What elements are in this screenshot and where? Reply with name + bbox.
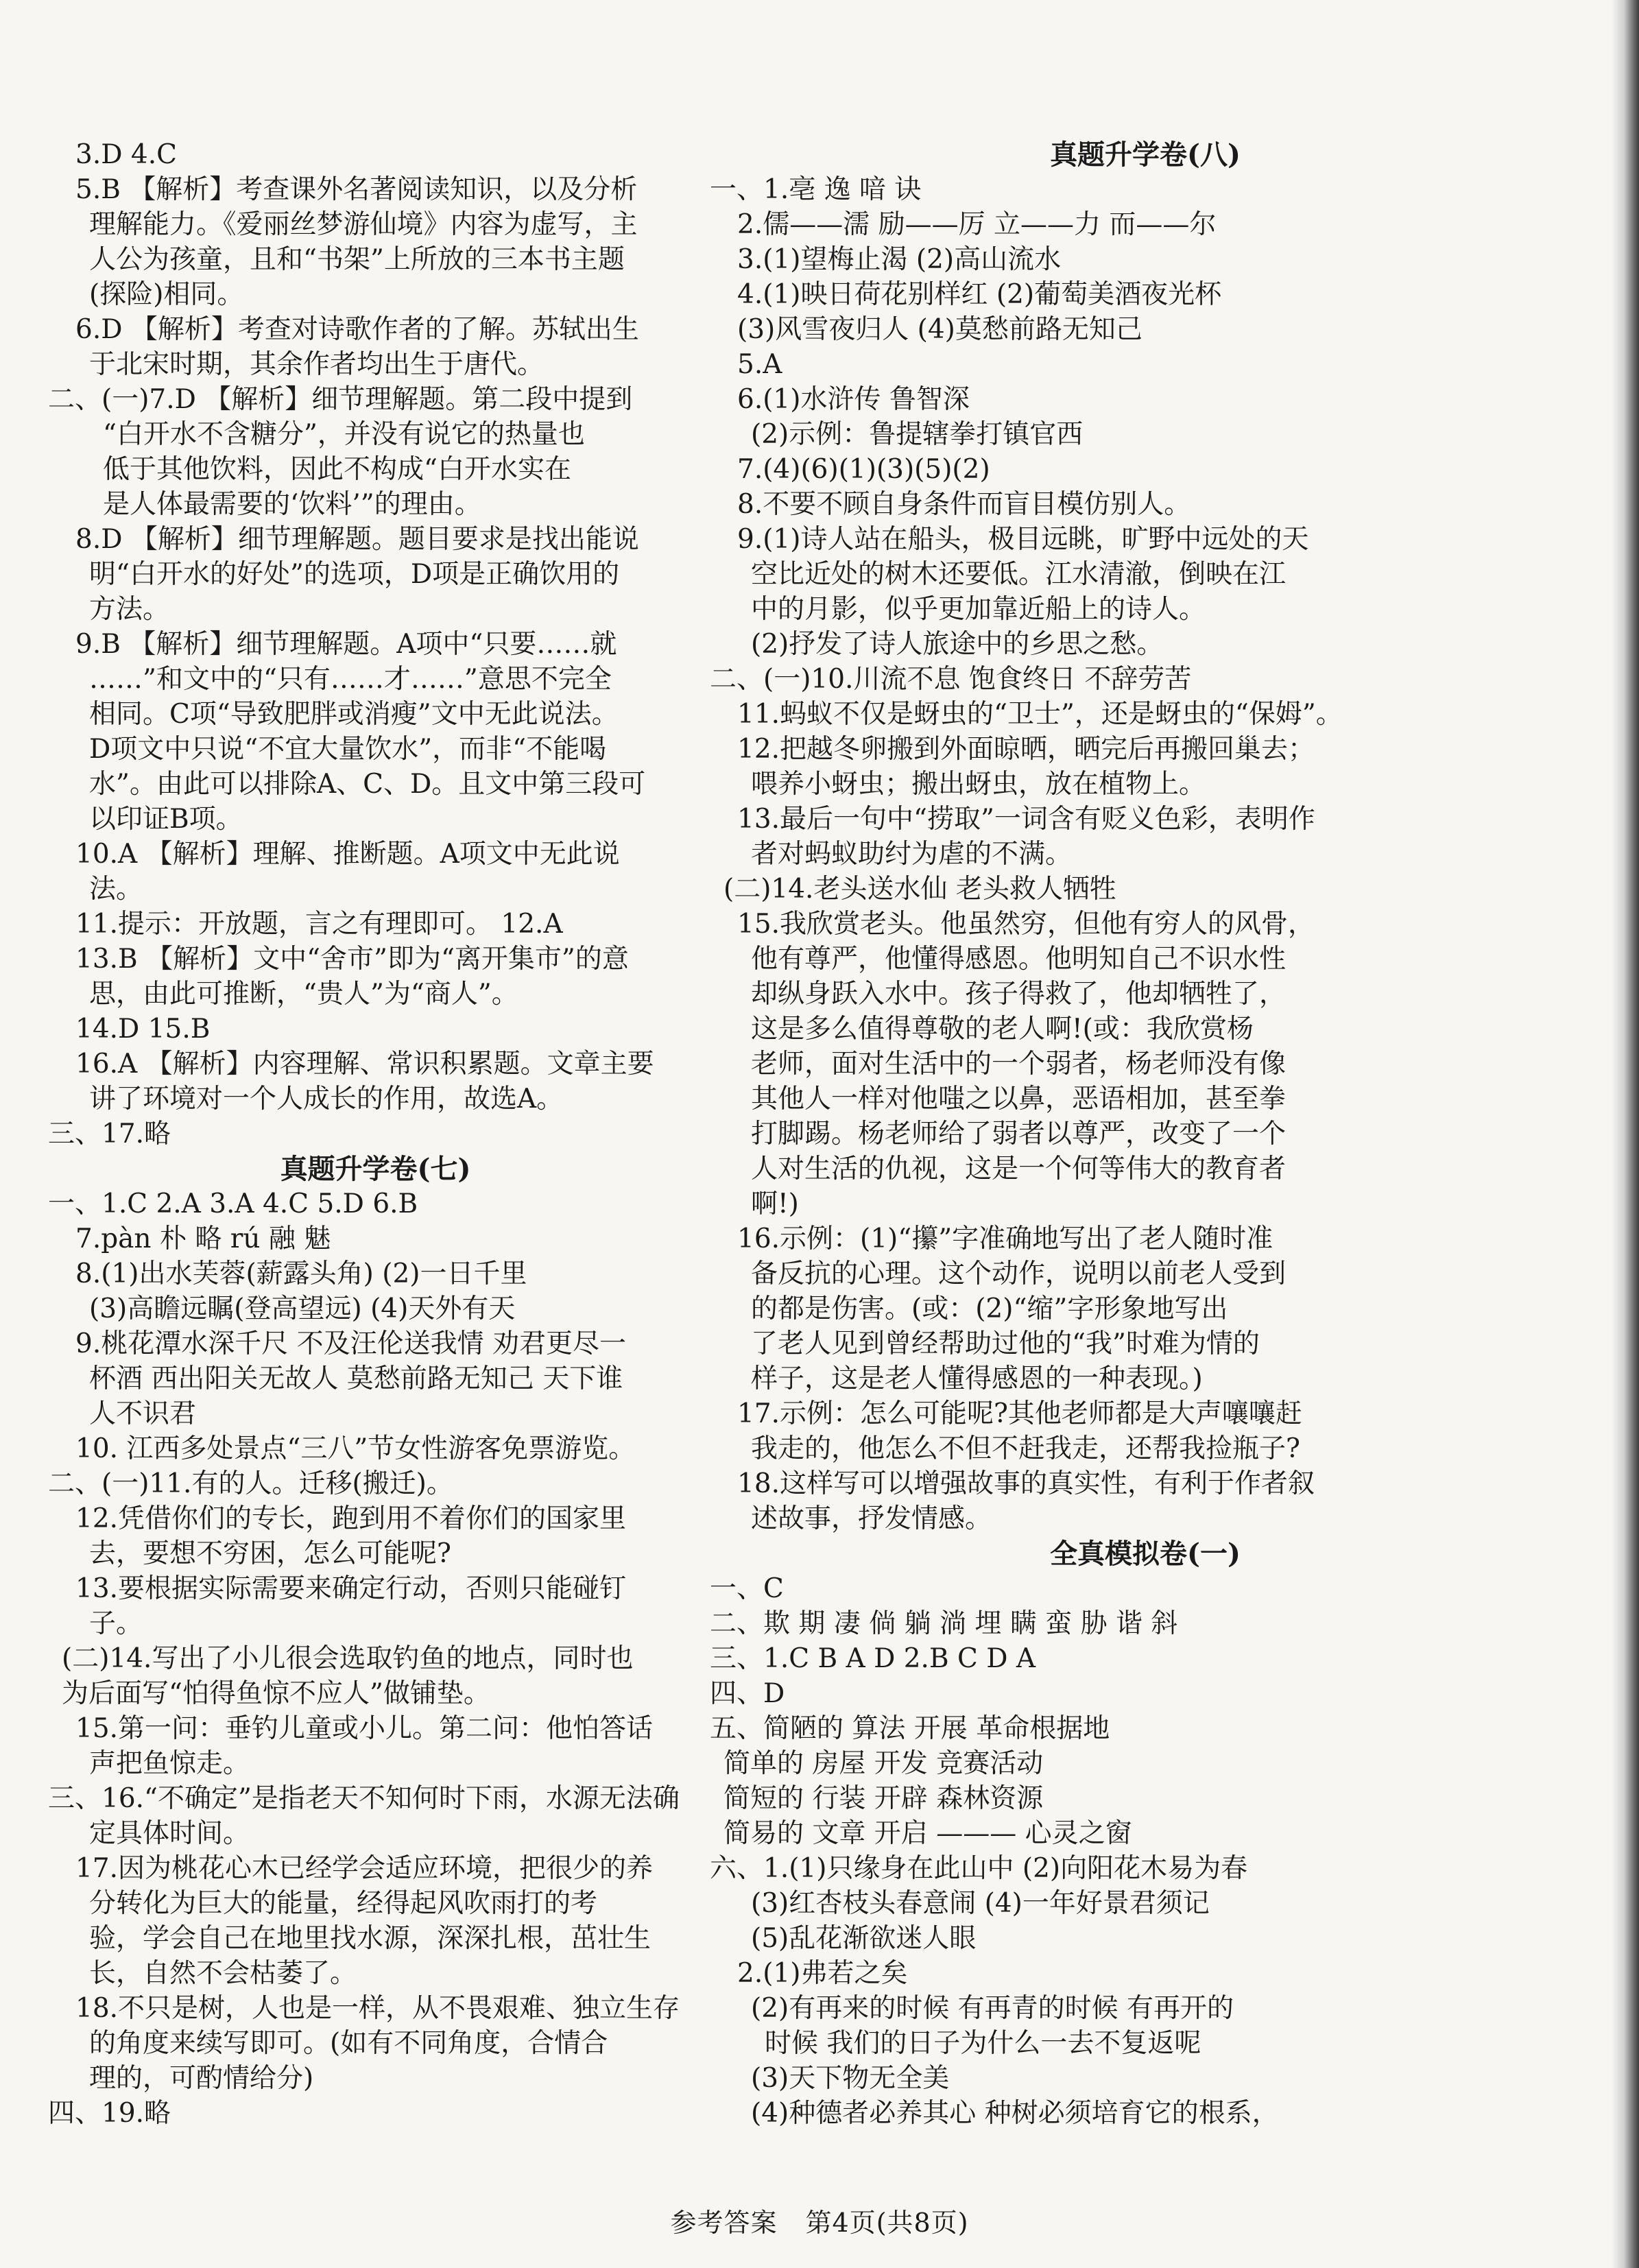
answer-line: 中的月影，似乎更加靠近船上的诗人。: [751, 594, 1206, 625]
answer-line: 人对生活的仇视，这是一个何等伟大的教育者: [751, 1154, 1287, 1184]
answer-line: 一、C: [710, 1573, 784, 1604]
answer-line: 5.A: [737, 349, 782, 380]
answer-line: 声把鱼惊走。: [89, 1748, 250, 1779]
answer-line: 一、1.亳 逸 喑 诀: [710, 174, 922, 205]
answer-line: 备反抗的心理。这个动作，说明以前老人受到: [751, 1258, 1287, 1289]
answer-line: 13.要根据实际需要来确定行动，否则只能碰钉: [75, 1573, 627, 1604]
answer-line: 10.A 【解析】理解、推断题。A项文中无此说: [75, 839, 620, 870]
answer-line: 9.(1)诗人站在船头，极目远眺，旷野中远处的天: [737, 524, 1309, 555]
answer-line: 相同。C项“导致肥胖或消瘦”文中无此说法。: [89, 699, 619, 730]
answer-line: 是人体最需要的‘饮料’”的理由。: [103, 489, 481, 520]
answer-line: 老师，面对生活中的一个弱者，杨老师没有像: [751, 1049, 1287, 1079]
answer-line: 分转化为巨大的能量，经得起风吹雨打的考: [89, 1888, 598, 1919]
page-edge-shadow: [1612, 0, 1639, 2268]
footer-page-number: 第4页(共8页): [805, 2208, 969, 2238]
answer-line: (二)14.写出了小儿很会选取钓鱼的地点，同时也: [62, 1643, 634, 1674]
answer-line: (2)示例：鲁提辖拳打镇官西: [751, 419, 1084, 450]
answer-line: 10. 江西多处景点“三八”节女性游客免票游览。: [75, 1433, 636, 1464]
answer-line: 这是多么值得尊敬的老人啊!(或：我欣赏杨: [751, 1014, 1254, 1045]
answer-line: 简单的 房屋 开发 竞赛活动: [723, 1748, 1044, 1779]
answer-line: 7.(4)(6)(1)(3)(5)(2): [737, 454, 990, 485]
answer-line: (3)天下物无全美: [751, 2063, 950, 2094]
answer-line: 简短的 行装 开辟 森林资源: [723, 1783, 1044, 1814]
answer-line: 简易的 文章 开启 ——— 心灵之窗: [723, 1818, 1132, 1849]
answer-line: 13.最后一句中“捞取”一词含有贬义色彩，表明作: [737, 804, 1315, 835]
answer-line: 二、(一)11.有的人。迁移(搬迁)。: [48, 1468, 453, 1499]
answer-line: 六、1.(1)只缘身在此山中 (2)向阳花木易为春: [710, 1853, 1248, 1884]
answer-line: 验，学会自己在地里找水源，深深扎根，茁壮生: [89, 1923, 651, 1954]
answer-line: 三、16.“不确定”是指老天不知何时下雨，水源无法确: [48, 1783, 680, 1814]
answer-line: 17.示例：怎么可能呢?其他老师都是大声嚷嚷赶: [737, 1398, 1302, 1429]
answer-line: 2.儒——濡 励——厉 立——力 而——尔: [737, 209, 1217, 240]
answer-line: (4)种德者必养其心 种树必须培育它的根系，: [751, 2098, 1279, 2129]
answer-line: 低于其他饮料，因此不构成“白开水实在: [103, 454, 571, 485]
answer-line: 3.(1)望梅止渴 (2)高山流水: [737, 244, 1062, 275]
answer-line: 5.B 【解析】考查课外名著阅读知识，以及分析: [75, 174, 638, 205]
answer-line: 8.(1)出水芙蓉(薪露头角) (2)一日千里: [75, 1258, 527, 1289]
page-footer: [0, 2201, 1639, 2239]
answer-line: 15.我欣赏老头。他虽然穷，但他有穷人的风骨，: [737, 909, 1315, 940]
answer-line: 二、(一)10.川流不息 饱食终日 不辞劳苦: [710, 664, 1192, 695]
section-title: 真题升学卷(七): [280, 1153, 471, 1185]
answer-line: (3)风雪夜归人 (4)莫愁前路无知己: [737, 314, 1142, 345]
answer-line: D项文中只说“不宜大量饮水”，而非“不能喝: [89, 734, 607, 765]
answer-line: ……”和文中的“只有……才……”意思不完全: [89, 664, 612, 695]
answer-line: 思，由此可推断，“贵人”为“商人”。: [89, 979, 518, 1010]
answer-line: 讲了环境对一个人成长的作用，故选A。: [89, 1084, 564, 1114]
answer-line: 喂养小蚜虫；搬出蚜虫，放在植物上。: [751, 769, 1206, 800]
answer-line: 定具体时间。: [89, 1818, 250, 1849]
answer-line: 12.凭借你们的专长，跑到用不着你们的国家里: [75, 1503, 627, 1534]
answer-line: 打脚踢。杨老师给了弱者以尊严，改变了一个: [751, 1119, 1287, 1149]
answer-line: 他有尊严，他懂得感恩。他明知自己不识水性: [751, 944, 1287, 975]
answer-line: 于北宋时期，其余作者均出生于唐代。: [89, 349, 545, 380]
answer-line: (3)高瞻远瞩(登高望远) (4)天外有天: [89, 1293, 516, 1324]
answer-line: 啊!): [751, 1189, 799, 1219]
answer-line: 二、欺 期 凄 倘 躺 淌 埋 瞒 蛮 胁 谐 斜: [710, 1608, 1178, 1639]
answer-line: 样子，这是老人懂得感恩的一种表现。): [751, 1363, 1203, 1394]
answer-line: 16.示例：(1)“攥”字准确地写出了老人随时准: [737, 1223, 1273, 1254]
answer-line: 15.第一问：垂钓儿童或小儿。第二问：他怕答话: [75, 1713, 654, 1744]
answer-line: 11.蚂蚁不仅是蚜虫的“卫士”，还是蚜虫的“保姆”。: [737, 699, 1343, 730]
answer-line: 4.(1)映日荷花别样红 (2)葡萄美酒夜光杯: [737, 279, 1222, 310]
answer-line: 方法。: [89, 594, 170, 625]
answer-line: 三、17.略: [48, 1119, 171, 1149]
answer-line: (2)有再来的时候 有再青的时候 有再开的: [751, 1993, 1234, 2024]
answer-line: 长，自然不会枯萎了。: [89, 1958, 357, 1989]
answer-line: 水”。由此可以排除A、C、D。且文中第三段可: [89, 769, 646, 800]
answer-line: 9.桃花潭水深千尺 不及汪伦送我情 劝君更尽一: [75, 1328, 627, 1359]
answer-line: 时候 我们的日子为什么一去不复返呢: [765, 2028, 1201, 2059]
answer-line: 理解能力。《爱丽丝梦游仙境》内容为虚写，主: [89, 209, 638, 240]
answer-line: 理的，可酌情给分): [89, 2063, 314, 2094]
answer-line: 的角度来续写即可。(如有不同角度，合情合: [89, 2028, 608, 2059]
answer-line: 四、19.略: [48, 2098, 171, 2129]
answer-line: 明“白开水的好处”的选项，D项是正确饮用的: [89, 559, 620, 590]
answer-line: 者对蚂蚁助纣为虐的不满。: [751, 839, 1073, 870]
footer-label: 参考答案: [670, 2208, 778, 2238]
answer-line: 我走的，他怎么不但不赶我走，还帮我捡瓶子?: [751, 1433, 1300, 1464]
answer-line: 五、简陋的 算法 开展 革命根据地: [710, 1713, 1110, 1744]
answer-line: 16.A 【解析】内容理解、常识积累题。文章主要: [75, 1049, 654, 1079]
answer-line: (3)红杏枝头春意闹 (4)一年好景君须记: [751, 1888, 1210, 1919]
answer-line: 去，要想不穷困，怎么可能呢?: [89, 1538, 451, 1569]
section-title: 真题升学卷(八): [1050, 139, 1241, 171]
answer-line: “白开水不含糖分”，并没有说它的热量也: [103, 419, 585, 450]
answer-line: 子。: [89, 1608, 143, 1639]
answer-line: 8.D 【解析】细节理解题。题目要求是找出能说: [75, 524, 639, 555]
answer-line: (探险)相同。: [89, 279, 244, 310]
answer-line: 的都是伤害。(或：(2)“缩”字形象地写出: [751, 1293, 1228, 1324]
answer-line: 其他人一样对他嗤之以鼻，恶语相加，甚至拳: [751, 1084, 1287, 1114]
answer-line: 空比近处的树木还要低。江水清澈，倒映在江: [751, 559, 1287, 590]
answer-line: 6.D 【解析】考查对诗歌作者的了解。苏轼出生: [75, 314, 639, 345]
answer-line: (5)乱花渐欲迷人眼: [751, 1923, 977, 1954]
answer-line: 一、1.C 2.A 3.A 4.C 5.D 6.B: [48, 1189, 418, 1219]
answer-line: 了老人见到曾经帮助过他的“我”时难为情的: [751, 1328, 1260, 1359]
answer-line: 述故事，抒发情感。: [751, 1503, 992, 1534]
answer-line: (2)抒发了诗人旅途中的乡思之愁。: [751, 629, 1164, 660]
answer-line: 17.因为桃花心木已经学会适应环境，把很少的养: [75, 1853, 654, 1884]
answer-line: 7.pàn 朴 略 rú 融 魅: [75, 1223, 331, 1254]
answer-line: 人不识君: [89, 1398, 197, 1429]
right-column: [710, 137, 1581, 2131]
answer-line: 四、D: [710, 1678, 785, 1709]
answer-line: 11.提示：开放题，言之有理即可。 12.A: [75, 909, 563, 940]
answer-line: 二、(一)7.D 【解析】细节理解题。第二段中提到: [48, 384, 633, 415]
answer-line: 却纵身跃入水中。孩子得救了，他却牺牲了，: [751, 979, 1287, 1010]
answer-line: 为后面写“怕得鱼惊不应人”做铺垫。: [62, 1678, 490, 1709]
answer-line: 以印证B项。: [89, 804, 243, 835]
answer-line: 18.不只是树，人也是一样，从不畏艰难、独立生存: [75, 1993, 680, 2024]
answer-line: 9.B 【解析】细节理解题。A项中“只要……就: [75, 629, 617, 660]
answer-line: 法。: [89, 874, 143, 905]
left-column: [48, 137, 703, 2131]
answer-line: 3.D 4.C: [75, 139, 177, 170]
section-title: 全真模拟卷(一): [1050, 1538, 1241, 1570]
answer-line: 13.B 【解析】文中“舍市”即为“离开集市”的意: [75, 944, 629, 975]
answer-line: 14.D 15.B: [75, 1014, 211, 1045]
answer-line: (二)14.老头送水仙 老头救人牺牲: [723, 874, 1116, 905]
answer-line: 2.(1)弗若之矣: [737, 1958, 908, 1989]
answer-line: 12.把越冬卵搬到外面晾晒，晒完后再搬回巢去；: [737, 734, 1315, 765]
answer-line: 6.(1)水浒传 鲁智深: [737, 384, 970, 415]
answer-line: 18.这样写可以增强故事的真实性，有利于作者叙: [737, 1468, 1315, 1499]
answer-line: 杯酒 西出阳关无故人 莫愁前路无知己 天下谁: [89, 1363, 623, 1394]
answer-line: 三、1.C B A D 2.B C D A: [710, 1643, 1036, 1674]
answer-line: 8.不要不顾自身条件而盲目模仿别人。: [737, 489, 1191, 520]
answer-line: 人公为孩童，且和“书架”上所放的三本书主题: [89, 244, 625, 275]
